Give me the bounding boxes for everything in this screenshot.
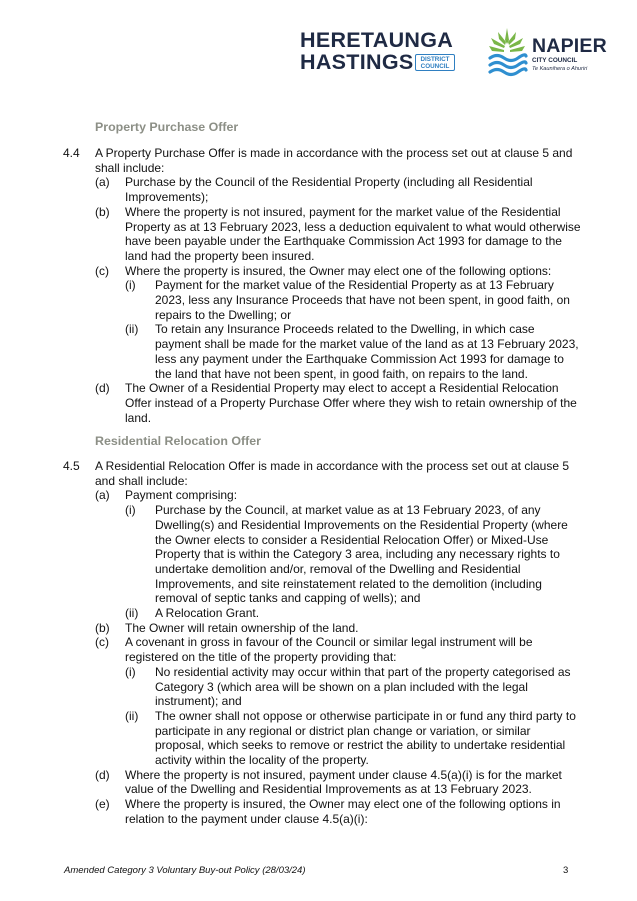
hastings-district-council-logo — [300, 29, 462, 75]
hastings-logo-line2: HASTINGS — [300, 50, 414, 74]
clause-4-4-c-ii-line-2: payment shall be made for the market value of the land as at 13 February 2023, — [155, 337, 579, 352]
clause-4-5-a-i-line-4: Property that is within the Category 3 area, including any necessary rights to — [155, 547, 560, 562]
clause-4-4-b-line-1: Where the property is not insured, payment for the market value of the Residential — [125, 204, 561, 219]
section-heading-property-purchase-offer: Property Purchase Offer — [95, 120, 239, 134]
clause-4-5-c-i-line-2: Category 3 (which area will be shown on a plan included with the legal — [155, 679, 528, 694]
clause-4-5-c-ii-line-2: participate in any regional or district plan change or variation, or similar — [155, 723, 531, 738]
clause-4-4-a-line-2: Improvements); — [125, 190, 209, 205]
clause-4-4-d-number: (d) — [95, 381, 110, 396]
clause-4-5-a-i-line-6: Improvements, and site reinstatement related to the demolition (including — [155, 576, 542, 591]
clause-4-4-a-line-1: Purchase by the Council of the Residential Property (including all Residential — [125, 175, 533, 190]
clause-4-4-a-number: (a) — [95, 175, 110, 190]
clause-4-5-a-line-1: Payment comprising: — [125, 488, 238, 503]
clause-4-5-c-i-line-3: instrument); and — [155, 694, 242, 709]
clause-4-5-c-number: (c) — [95, 635, 109, 650]
clause-4-5-a-i-line-7: removal of septic tanks and capping of wells); and — [155, 591, 421, 606]
clause-4-5-c-line-1: A covenant in gross in favour of the Council or similar legal instrument will be — [125, 635, 533, 650]
clause-4-5-a-i-number: (i) — [125, 503, 136, 518]
clause-4-5-e-number: (e) — [95, 797, 110, 812]
clause-4-5-d-number: (d) — [95, 767, 110, 782]
clause-4-5-line-1: A Residential Relocation Offer is made in accordance with the process set out at clause 5 — [95, 459, 570, 473]
clause-4-5-b-number: (b) — [95, 620, 110, 635]
hastings-logo-badge — [415, 54, 455, 71]
clause-4-4-b-line-2: Property as at 13 February 2023, less a deduction equivalent to what would otherwise — [125, 219, 581, 234]
clause-number-4-5: 4.5 — [63, 459, 80, 473]
clause-4-5-a-i-line-5: undertake demolition and/or, removal of the Dwelling and Residential — [155, 561, 521, 576]
clause-4-4-c-i-number: (i) — [125, 278, 136, 293]
napier-logo-name: NAPIER — [532, 35, 607, 57]
clause-4-4-line-1: A Property Purchase Offer is made in accordance with the process set out at clause 5 and — [95, 146, 573, 160]
napier-logo-sub: CITY COUNCIL — [532, 57, 578, 64]
clause-4-4-c-number: (c) — [95, 263, 109, 278]
clause-4-4-d-line-3: land. — [125, 410, 152, 425]
clause-4-5-a-i-line-2: Dwelling(s) and Residential Improvements on the Residential Property (where — [155, 517, 568, 532]
clause-4-4-c-i-line-1: Payment for the market value of the Residential Property as at 13 February — [155, 278, 554, 293]
clause-4-4-line-2: shall include: — [95, 160, 165, 175]
clause-4-5-a-ii-number: (ii) — [125, 606, 139, 620]
clause-4-4-b-line-3: have been payable under the Earthquake Commission Act 1993 for damage to the — [125, 234, 562, 249]
hastings-badge-line1: DISTRICT — [420, 55, 450, 63]
hastings-badge-line2: COUNCIL — [420, 63, 450, 71]
hastings-logo-line1: HERETAUNGA — [300, 28, 454, 52]
clause-4-5-d-line-2: value of the Dwelling and Residential Improvements as at 13 February 2023. — [125, 782, 532, 797]
clause-4-4-c-i-line-2: 2023, less any Insurance Proceeds that have not been spent, in good faith, on — [155, 293, 570, 307]
clause-4-5-e-line-1: Where the property is insured, the Owner may elect one of the following options in — [125, 797, 561, 812]
clause-4-5-c-line-2: registered on the title of the property providing that: — [125, 650, 397, 665]
clause-4-5-b-line-1: The Owner will retain ownership of the land. — [125, 620, 359, 635]
clause-4-4-c-ii-number: (ii) — [125, 322, 139, 337]
clause-4-5-c-ii-line-1: The owner shall not oppose or otherwise participate in or fund any third party to — [155, 708, 576, 723]
clause-4-4-c-i-line-3: repairs to the Dwelling; or — [155, 307, 292, 322]
clause-4-5-a-i-line-1: Purchase by the Council, at market value as at 13 February 2023, of any — [155, 503, 541, 518]
napier-emblem-icon — [486, 26, 528, 78]
clause-4-4-b-line-4: land had the property been insured. — [125, 248, 315, 263]
clause-4-5-a-i-line-3: the Owner elects to consider a Residential Relocation Offer) or Mixed-Use — [155, 532, 549, 547]
section-heading-residential-relocation-offer: Residential Relocation Offer — [95, 434, 261, 448]
clause-4-5-c-i-number: (i) — [125, 664, 136, 679]
footer-document-title: Amended Category 3 Voluntary Buy-out Policy (28/03/24) — [64, 865, 306, 876]
clause-4-4-c-ii-line-3: less any payment under the Earthquake Commission Act 1993 for damage to — [155, 351, 564, 366]
clause-4-5-line-2: and shall include: — [95, 473, 188, 488]
napier-logo-tagline: Te Kaunihera o Ahuriri — [532, 66, 588, 72]
clause-4-5-a-ii-line-1: A Relocation Grant. — [155, 606, 260, 620]
clause-4-5-e-line-2: relation to the payment under clause 4.5(a)(i): — [125, 811, 368, 826]
napier-city-council-logo — [486, 26, 616, 82]
clause-4-4-d-line-1: The Owner of a Residential Property may elect to accept a Residential Relocation — [125, 381, 559, 396]
clause-4-5-c-ii-number: (ii) — [125, 708, 139, 723]
clause-4-4-c-ii-line-4: the land that have not been spent, in good faith, on repairs to the land. — [155, 366, 528, 381]
clause-number-4-4: 4.4 — [63, 146, 80, 160]
clause-4-4-b-number: (b) — [95, 204, 110, 219]
clause-4-4-c-line-1: Where the property is insured, the Owner may elect one of the following options: — [125, 263, 552, 278]
clause-4-5-c-ii-line-3: proposal, which seeks to remove or restrict the ability to undertake residential — [155, 738, 566, 753]
clause-4-5-a-number: (a) — [95, 488, 110, 503]
clause-4-4-c-ii-line-1: To retain any Insurance Proceeds related to the Dwelling, in which case — [155, 322, 535, 337]
clause-4-5-c-i-line-1: No residential activity may occur within that part of the property categorised as — [155, 664, 571, 679]
clause-4-5-c-ii-line-4: activity within the locality of the property. — [155, 753, 369, 767]
clause-4-5-d-line-1: Where the property is not insured, payment under clause 4.5(a)(i) is for the market — [125, 767, 562, 782]
footer-page-number: 3 — [563, 865, 569, 876]
clause-4-4-d-line-2: Offer instead of a Property Purchase Offer where they wish to retain ownership of the — [125, 395, 577, 410]
